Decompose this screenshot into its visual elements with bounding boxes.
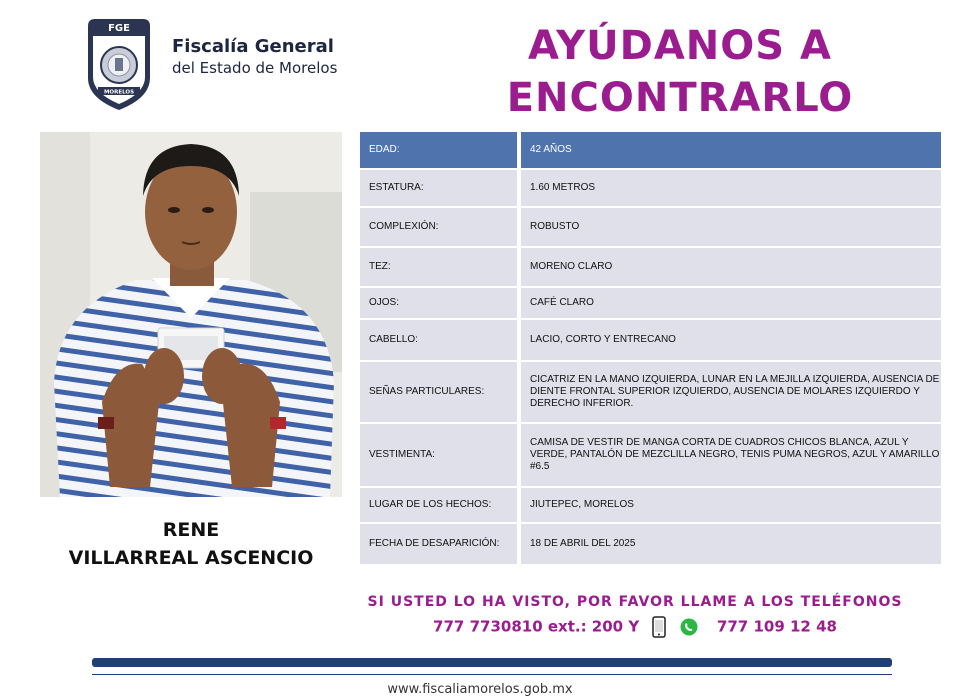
detail-value: ROBUSTO — [521, 208, 941, 246]
detail-label: CABELLO: — [360, 320, 521, 360]
detail-label: TEZ: — [360, 248, 521, 286]
whatsapp-icon — [680, 618, 698, 636]
fge-shield-logo — [82, 16, 156, 112]
contact-prompt: SI USTED LO HA VISTO, POR FAVOR LLAME A LOS TELÉFONOS — [367, 594, 903, 610]
detail-value: 42 AÑOS — [521, 132, 941, 168]
detail-row-location — [360, 488, 941, 522]
detail-value: LACIO, CORTO Y ENTRECANO — [521, 320, 941, 360]
detail-row-clothing — [360, 424, 941, 486]
org-line-1: Fiscalía General — [172, 36, 334, 57]
detail-row-hair — [360, 320, 941, 360]
person-details-table — [360, 130, 941, 566]
detail-label: EDAD: — [360, 132, 521, 168]
detail-label: COMPLEXIÓN: — [360, 208, 521, 246]
detail-label: ESTATURA: — [360, 170, 521, 206]
detail-row-disappearance-date — [360, 524, 941, 564]
headline-line-1: AYÚDANOS A — [528, 23, 832, 69]
detail-label: OJOS: — [360, 288, 521, 318]
detail-row-build — [360, 208, 941, 246]
footer-divider-thick — [92, 658, 892, 667]
mobile-phone-icon — [652, 616, 666, 638]
detail-label: SEÑAS PARTICULARES: — [360, 362, 521, 422]
logo-bottom-text: MORELOS — [103, 89, 135, 96]
headline — [470, 20, 890, 124]
person-name — [40, 516, 342, 572]
person-last-name: VILLARREAL ASCENCIO — [68, 547, 314, 569]
contact-section — [340, 592, 930, 639]
detail-label: FECHA DE DESAPARICIÓN: — [360, 524, 521, 564]
detail-label: VESTIMENTA: — [360, 424, 521, 486]
org-line-2: del Estado de Morelos — [172, 59, 338, 77]
detail-row-eyes — [360, 288, 941, 318]
detail-value: JIUTEPEC, MORELOS — [521, 488, 941, 522]
detail-value: 18 DE ABRIL DEL 2025 — [521, 524, 941, 564]
contact-phone-2: 777 109 12 48 — [716, 617, 837, 636]
detail-value: CAFÉ CLARO — [521, 288, 941, 318]
detail-value: CICATRIZ EN LA MANO IZQUIERDA, LUNAR EN LA MEJILLA IZQUIERDA, AUSENCIA DE DIENTE FRONTAL SUPERIOR IZQUIERDO, AUSENCIA DE MOLARES IZQUIERDO Y DERECHO INFERIOR. — [521, 362, 941, 422]
footer-divider-thin — [92, 674, 892, 675]
detail-row-complexion — [360, 248, 941, 286]
logo-text: FGE — [108, 23, 130, 34]
detail-row-height — [360, 170, 941, 206]
detail-value: 1.60 METROS — [521, 170, 941, 206]
detail-row-distinguishing-marks — [360, 362, 941, 422]
organization-name — [172, 36, 337, 78]
person-first-name: RENE — [162, 519, 220, 541]
detail-value: CAMISA DE VESTIR DE MANGA CORTA DE CUADROS CHICOS BLANCA, AZUL Y VERDE, PANTALÓN DE MEZCLILLA NEGRO, TENIS PUMA NEGROS, AZUL Y AMARILLO #6.5 — [521, 424, 941, 486]
headline-line-2: ENCONTRARLO — [506, 75, 854, 121]
missing-person-photo — [40, 132, 342, 497]
detail-row-age — [360, 132, 941, 168]
detail-label: LUGAR DE LOS HECHOS: — [360, 488, 521, 522]
website-link[interactable]: www.fiscaliamorelos.gob.mx — [387, 682, 573, 697]
detail-value: MORENO CLARO — [521, 248, 941, 286]
contact-phone-1: 777 7730810 ext.: 200 Y — [433, 617, 640, 636]
